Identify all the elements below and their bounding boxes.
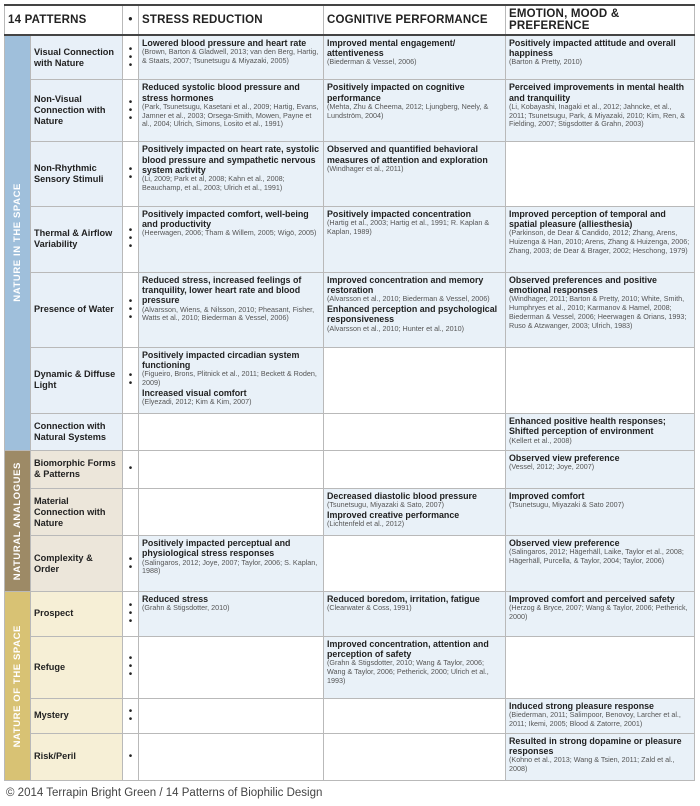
finding-heading: Improved comfort — [509, 491, 585, 502]
emotion-cell — [506, 80, 695, 142]
stress-cell — [139, 536, 324, 592]
finding-heading: Positively impacted attitude and overall happiness — [509, 38, 676, 59]
finding-heading: Improved concentration and memory restoration — [327, 274, 484, 296]
pattern-name: Material Connection with Nature — [31, 489, 123, 536]
pattern-markers — [123, 347, 139, 413]
finding-references: (Tsunetsugu, Miyazaki & Sato, 2007) — [327, 500, 445, 510]
group-nature-of-the-space — [5, 591, 31, 780]
finding-references: (Kohno et al., 2013; Wang & Tsien, 2011; Zald et al., 2008) — [509, 755, 675, 774]
finding-references: (Barton & Pretty, 2010) — [509, 57, 582, 67]
finding-references: (Alvarsson et al., 2010; Hunter et al., 2010) — [327, 323, 465, 333]
finding-references: (Alvarsson et al., 2010; Biederman & Vessel, 2006) — [327, 294, 490, 304]
emotion-cell — [506, 35, 695, 80]
cognitive-cell — [324, 636, 506, 698]
bullet-marker: • — [128, 705, 133, 717]
finding-heading: Positively impacted on cognitive performance — [327, 82, 465, 103]
table-row — [5, 591, 695, 636]
finding-heading: Positively impacted circadian system functioning — [142, 349, 300, 370]
header-patterns: 14 PATTERNS — [5, 5, 123, 35]
pattern-markers — [123, 414, 139, 451]
table-body — [5, 35, 695, 781]
stress-cell — [139, 142, 324, 206]
emotion-cell — [506, 733, 695, 780]
header-stress-reduction: STRESS REDUCTION — [139, 5, 324, 35]
bullet-marker: • — [128, 295, 133, 307]
cognitive-cell — [324, 347, 506, 413]
bullet-marker: • — [128, 241, 133, 253]
finding-references: (Hartig et al., 2003; Hartig et al., 1991; R. Kaplan & Kaplan, 1989) — [327, 217, 490, 236]
cognitive-cell — [324, 450, 506, 489]
bullet-marker: • — [128, 43, 133, 55]
finding-references: (Grahn & Stigsdotter, 2010; Wang & Taylor, 2006; Wang & Taylor, 2006; Petherick, 2000; Ulrich et al., 1993) — [327, 658, 489, 685]
finding-heading: Reduced systolic blood pressure and stress hormones — [142, 82, 300, 103]
pattern-name: Thermal & Airflow Variability — [31, 206, 123, 272]
pattern-markers — [123, 733, 139, 780]
stress-cell — [139, 489, 324, 536]
pattern-markers — [123, 80, 139, 142]
finding-references: (Salingaros, 2012; Joye, 2007; Taylor, 2006; S. Kaplan, 1988) — [142, 557, 318, 576]
cognitive-cell — [324, 591, 506, 636]
bullet-marker: • — [128, 599, 133, 611]
bullet-marker: • — [128, 661, 133, 673]
pattern-name: Refuge — [31, 636, 123, 698]
finding-heading: Positively impacted concentration — [327, 208, 472, 219]
emotion-cell — [506, 698, 695, 733]
finding-heading: Lowered blood pressure and heart rate — [142, 38, 307, 48]
header-marker: • — [123, 5, 139, 35]
finding-heading: Resulted in strong dopamine or pleasure responses — [509, 735, 682, 757]
bullet-marker: • — [128, 233, 133, 245]
emotion-cell — [506, 489, 695, 536]
bullet-marker: • — [128, 607, 133, 619]
finding-heading: Observed and quantified behavioral measures of attention and exploration — [327, 144, 488, 165]
pattern-name: Dynamic & Diffuse Light — [31, 347, 123, 413]
finding-references: (Tsunetsugu, Miyazaki & Sato 2007) — [509, 500, 625, 510]
pattern-markers — [123, 142, 139, 206]
pattern-markers — [123, 35, 139, 80]
table-row — [5, 733, 695, 780]
finding-references: (Parkinson, de Dear & Candido, 2012; Zhang, Arens, Huizenga & Han, 2010; Arens, Zhang & Huizenga, 2006; Zhang, 2003; de Dear & Brager, 2002; Heschong, 1979) — [509, 228, 690, 255]
bullet-marker: • — [128, 553, 133, 565]
table-row — [5, 414, 695, 451]
finding-references: (Elyezadi, 2012; Kim & Kim, 2007) — [142, 397, 252, 406]
cognitive-cell — [324, 698, 506, 733]
emotion-cell — [506, 414, 695, 451]
group-natural-analogues — [5, 450, 31, 591]
finding-heading: Induced strong pleasure response — [509, 700, 654, 711]
pattern-name: Complexity & Order — [31, 536, 123, 592]
emotion-cell — [506, 347, 695, 413]
pattern-markers — [123, 536, 139, 592]
finding-heading: Observed preferences and positive emotional responses — [509, 274, 657, 296]
bullet-marker: • — [128, 561, 133, 573]
emotion-cell — [506, 591, 695, 636]
finding-references: (Herzog & Bryce, 2007; Wang & Taylor, 2006; Petherick, 2000) — [509, 603, 688, 621]
stress-cell — [139, 733, 324, 780]
finding-references: (Salingaros, 2012; Hägerhäll, Laike, Taylor et al., 2008; Hägerhäll, Purcella, & Taylor, 2004; Taylor, 2006) — [509, 547, 684, 566]
finding-references: (Figueiro, Brons, Plitnick et al., 2011; Beckett & Roden, 2009) — [142, 369, 317, 387]
finding-heading: Enhanced perception and psychological responsiveness — [327, 304, 498, 325]
cognitive-cell — [324, 206, 506, 272]
group-label: NATURE OF THE SPACE — [12, 624, 23, 748]
table-row — [5, 35, 695, 80]
copyright-footer: © 2014 Terrapin Bright Green / 14 Patterns of Biophilic Design — [6, 787, 323, 799]
emotion-cell — [506, 142, 695, 206]
finding-references: (Lichtenfeld et al., 2012) — [327, 519, 405, 529]
stress-cell — [139, 414, 324, 451]
emotion-cell — [506, 206, 695, 272]
finding-references: (Brown, Barton & Gladwell, 2013; van den Berg, Hartig, & Staats, 2007; Tsunetsugu & Miyazaki, 2005) — [142, 47, 319, 65]
finding-references: (Heerwagen, 2006; Tham & Willem, 2005; Wigö, 2005) — [142, 228, 317, 238]
emotion-cell — [506, 536, 695, 592]
table-row — [5, 450, 695, 489]
header-emotion-mood-preference: EMOTION, MOOD & PREFERENCE — [506, 5, 695, 35]
emotion-cell — [506, 450, 695, 489]
table-row — [5, 347, 695, 413]
pattern-name: Mystery — [31, 698, 123, 733]
finding-references: (Li, Kobayashi, Inagaki et al., 2012; Jahncke, et al., 2011; Tsunetsugu, Park, & Miyazaki, 2010; Kim, Ren, & Fielding, 2007; Stigsdotter & Grahn, 2003) — [509, 101, 685, 129]
stress-cell — [139, 591, 324, 636]
finding-references: (Mehta, Zhu & Cheema, 2012; Ljungberg, Neely, & Lundström, 2004) — [327, 101, 489, 120]
finding-heading: Improved creative performance — [327, 510, 460, 521]
emotion-cell — [506, 636, 695, 698]
finding-heading: Perceived improvements in mental health and tranquility — [509, 82, 685, 103]
table-row — [5, 636, 695, 698]
stress-cell — [139, 80, 324, 142]
bullet-marker: • — [128, 164, 133, 176]
cognitive-cell — [324, 733, 506, 780]
bullet-marker: • — [128, 750, 133, 762]
finding-references: (Park, Tsunetsugu, Kasetani et al., 2009; Hartig, Evans, Jamner et al., 2003; Orsega-Smith, Mowen, Payne et al., 2004; Ulrich, Simons, Losito et al., 1991) — [142, 101, 319, 129]
bullet-marker: • — [128, 463, 133, 475]
cognitive-cell — [324, 80, 506, 142]
stress-cell — [139, 272, 324, 347]
bullet-marker: • — [128, 96, 133, 108]
bullet-marker: • — [128, 713, 133, 725]
bullet-marker: • — [128, 104, 133, 116]
stress-cell — [139, 636, 324, 698]
pattern-name: Connection with Natural Systems — [31, 414, 123, 451]
bullet-marker: • — [128, 615, 133, 627]
stress-cell — [139, 35, 324, 80]
cognitive-cell — [324, 536, 506, 592]
stress-cell — [139, 206, 324, 272]
pattern-name: Prospect — [31, 591, 123, 636]
cognitive-cell — [324, 142, 506, 206]
finding-heading: Reduced stress — [142, 593, 209, 604]
cognitive-cell — [324, 272, 506, 347]
pattern-markers — [123, 272, 139, 347]
finding-references: (Windhager, 2011; Barton & Pretty, 2010; White, Smith, Humphryes et al., 2010; Karmanov & Hamel, 2008; Biederman & Vessel, 2006; Heerwagen & Orians, 1993; Ruso & Atzwanger, 2003; Ulrich, 1983) — [509, 294, 687, 330]
pattern-markers — [123, 450, 139, 489]
bullet-marker: • — [128, 378, 133, 390]
pattern-markers — [123, 698, 139, 733]
bullet-marker: • — [128, 51, 133, 63]
finding-heading: Observed view preference — [509, 538, 620, 549]
table-row — [5, 80, 695, 142]
table-row — [5, 489, 695, 536]
finding-heading: Improved concentration, attention and perception of safety — [327, 638, 489, 659]
header-row — [5, 5, 695, 35]
pattern-name: Risk/Peril — [31, 733, 123, 780]
bullet-marker: • — [128, 112, 133, 124]
bullet-marker: • — [128, 311, 133, 323]
bullet-marker: • — [128, 172, 133, 184]
finding-references: (Vessel, 2012; Joye, 2007) — [509, 461, 595, 471]
bullet-marker: • — [128, 303, 133, 315]
finding-heading: Improved comfort and perceived safety — [509, 593, 675, 604]
finding-references: (Clearwater & Coss, 1991) — [327, 603, 412, 613]
header-cognitive-performance: COGNITIVE PERFORMANCE — [324, 5, 506, 35]
finding-heading: Positively impacted comfort, well-being and productivity — [142, 208, 309, 229]
finding-heading: Increased visual comfort — [142, 387, 247, 398]
biophilic-patterns-table — [4, 4, 695, 781]
finding-references: (Biederman & Vessel, 2006) — [327, 57, 417, 67]
pattern-name: Visual Connection with Nature — [31, 35, 123, 80]
group-label: NATURAL ANALOGUES — [12, 461, 23, 580]
table-row — [5, 272, 695, 347]
finding-references: (Li, 2009; Park et al, 2008; Kahn et al., 2008; Beauchamp, et al., 2003; Ulrich et al., 1991) — [142, 174, 285, 192]
pattern-name: Non-Rhythmic Sensory Stimuli — [31, 142, 123, 206]
finding-heading: Observed view preference — [509, 452, 620, 463]
finding-references: (Alvarsson, Wiens, & Nilsson, 2010; Pheasant, Fisher, Watts et al., 2010; Biederman & Vessel, 2006) — [142, 304, 315, 323]
table-row — [5, 698, 695, 733]
bullet-marker: • — [128, 653, 133, 665]
bullet-marker: • — [128, 59, 133, 71]
stress-cell — [139, 698, 324, 733]
pattern-name: Non-Visual Connection with Nature — [31, 80, 123, 142]
pattern-name: Biomorphic Forms & Patterns — [31, 450, 123, 489]
group-label: NATURE IN THE SPACE — [12, 183, 23, 303]
pattern-markers — [123, 489, 139, 536]
table-row — [5, 206, 695, 272]
finding-heading: Enhanced positive health responses; Shifted perception of environment — [509, 416, 666, 437]
stress-cell — [139, 347, 324, 413]
finding-heading: Reduced boredom, irritation, fatigue — [327, 593, 480, 604]
pattern-markers — [123, 206, 139, 272]
pattern-markers — [123, 636, 139, 698]
table-row — [5, 536, 695, 592]
emotion-cell — [506, 272, 695, 347]
finding-references: (Biederman, 2011; Salimpoor, Benovoy, Larcher et al., 2011; Ikemi, 2005; Blood & Zatorre, 2001) — [509, 710, 681, 728]
pattern-name: Presence of Water — [31, 272, 123, 347]
finding-heading: Positively impacted perceptual and physiological stress responses — [142, 538, 291, 559]
finding-references: (Grahn & Stigsdotter, 2010) — [142, 603, 230, 613]
finding-heading: Improved mental engagement/ attentiveness — [327, 38, 456, 59]
finding-references: (Kellert et al., 2008) — [509, 435, 572, 445]
finding-heading: Positively impacted on heart rate, systolic blood pressure and sympathetic nervous system activity — [142, 144, 320, 175]
finding-heading: Improved perception of temporal and spatial pleasure (alliesthesia) — [509, 208, 666, 229]
bullet-marker: • — [128, 370, 133, 382]
pattern-markers — [123, 591, 139, 636]
finding-heading: Decreased diastolic blood pressure — [327, 491, 477, 502]
cognitive-cell — [324, 414, 506, 451]
group-nature-in-the-space — [5, 35, 31, 450]
bullet-marker: • — [128, 225, 133, 237]
cognitive-cell — [324, 35, 506, 80]
finding-heading: Reduced stress, increased feelings of tranquility, lower heart rate and blood pressure — [142, 274, 302, 306]
table-row — [5, 142, 695, 206]
stress-cell — [139, 450, 324, 489]
bullet-marker: • — [128, 669, 133, 681]
finding-references: (Windhager et al., 2011) — [327, 163, 404, 173]
cognitive-cell — [324, 489, 506, 536]
